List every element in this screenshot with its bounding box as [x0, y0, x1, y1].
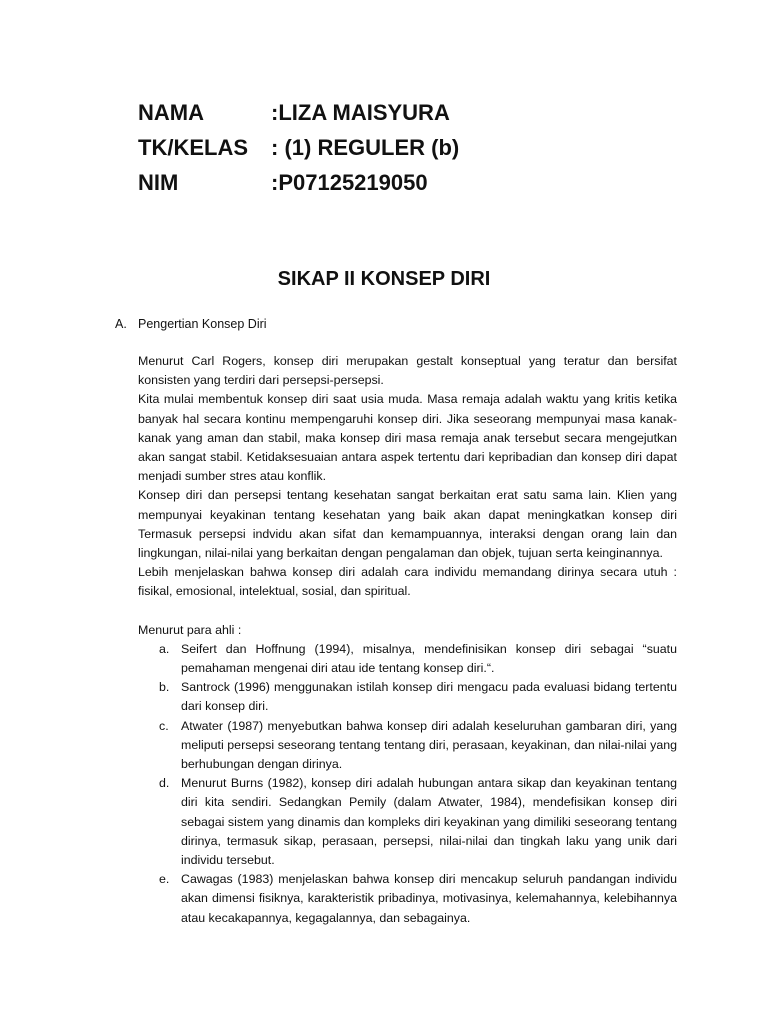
list-item: [138, 870, 677, 928]
info-row-class: [138, 130, 459, 165]
list-item-text: Santrock (1996) menggunakan istilah konsep diri mengacu pada evaluasi bidang tertentu dari konsep diri.: [181, 680, 677, 714]
list-marker: c.: [159, 718, 169, 733]
list-item-text: Seifert dan Hoffnung (1994), misalnya, mendefinisikan konsep diri sebagai “suatu pemahaman mengenai diri atau ide tentang konsep diri.“.: [181, 641, 677, 676]
info-value: :LIZA MAISYURA: [271, 99, 450, 125]
document-body: [138, 352, 677, 928]
list-item: [138, 717, 677, 775]
experts-intro: Menurut para ahli :: [138, 622, 242, 637]
list-marker: a.: [159, 641, 170, 656]
paragraph: Konsep diri dan persepsi tentang kesehatan sangat berkaitan erat satu sama lain. Klien yang mempunyai keyakinan tentang kesehatan yang baik akan dapat meningkatkan konsep diri Termasuk persepsi indvidu akan sifat dan kemampuannya, interaksi dengan orang lain dan lingkungan, nilai-nilai yang berkaitan dengan pengalaman dan objek, tujuan serta keinginannya.: [138, 488, 677, 561]
info-row-nim: [138, 165, 459, 200]
info-value: :P07125219050: [271, 169, 428, 195]
list-item-text: Atwater (1987) menyebutkan bahwa konsep diri adalah keseluruhan gambaran diri, yang meliputi persepsi seseorang tentang tentang diri, perasaan, keyakinan, dan nilai-nilai yang berhubungan dengan dirinya.: [181, 718, 677, 772]
info-row-name: [138, 95, 459, 130]
info-label: NAMA: [138, 99, 204, 125]
student-info: [138, 95, 459, 200]
info-value: : (1) REGULER (b): [271, 134, 460, 160]
list-item: [138, 678, 677, 716]
list-item-text: Cawagas (1983) menjelaskan bahwa konsep diri mencakup seluruh pandangan individu akan dimensi fisiknya, karakteristik pribadinya, motivasinya, kelemahannya, kelebihannya atau kecakapannya, kegagalannya, dan sebagainya.: [181, 872, 677, 925]
paragraph: Kita mulai membentuk konsep diri saat usia muda. Masa remaja adalah waktu yang kritis ketika banyak hal secara kontinu mempengaruhi konsep diri. Jika seseorang mempunyai masa kanak-kanak yang aman dan stabil, maka konsep diri masa remaja anak tersebut secara mengejutkan akan sangat stabil. Ketidaksesuaian antara aspek tertentu dari kepribadian dan konsep diri dapat menjadi sumber stres atau konflik.: [138, 392, 677, 484]
list-marker: e.: [159, 872, 170, 887]
list-item: [138, 774, 677, 870]
section-title: Pengertian Konsep Diri: [138, 317, 267, 331]
info-label: TK/KELAS: [138, 134, 248, 160]
list-marker: d.: [159, 776, 170, 791]
list-item: [138, 640, 677, 678]
list-marker: b.: [159, 680, 170, 695]
list-item-text: Menurut Burns (1982), konsep diri adalah hubungan antara sikap dan keyakinan tentang diri kita sendiri. Sedangkan Pemily (dalam Atwater, 1984), mendefisikan konsep diri sebagai sistem yang dinamis dan kompleks diri keyakinan yang dimiliki seseorang tentang dirinya, termasuk sikap, perasaan, persepsi, nilai-nilai dan tingkah laku yang unik dari individu tersebut.: [181, 776, 677, 868]
section-heading: [115, 317, 267, 331]
section-letter: A.: [115, 317, 127, 331]
document-title: SIKAP II KONSEP DIRI: [277, 268, 491, 290]
paragraph: Lebih menjelaskan bahwa konsep diri adalah cara individu memandang dirinya secara utuh : fisikal, emosional, intelektual, sosial, dan spiritual.: [138, 565, 677, 599]
paragraph: Menurut Carl Rogers, konsep diri merupakan gestalt konseptual yang teratur dan bersifat konsisten yang terdiri dari persepsi-persepsi.: [138, 354, 677, 388]
experts-list: [138, 640, 677, 928]
info-label: NIM: [138, 169, 179, 195]
